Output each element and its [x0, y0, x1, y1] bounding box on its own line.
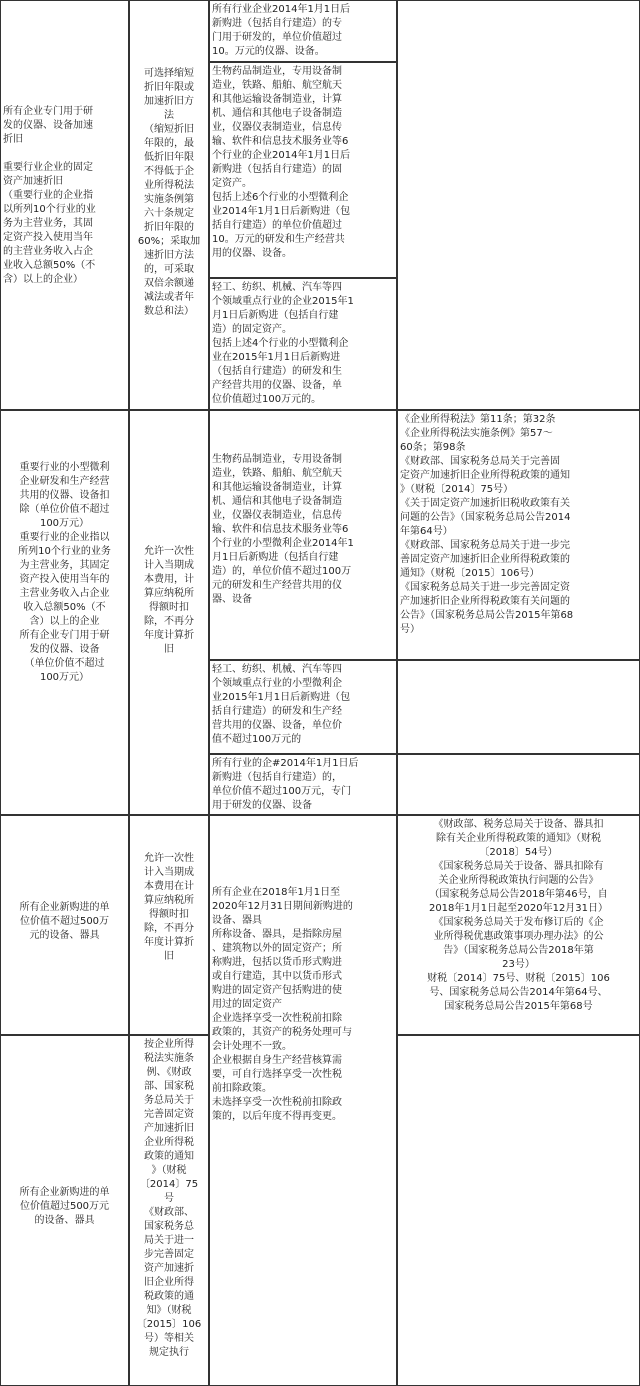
table-cell-method-4	[129, 1035, 209, 1386]
cell-text: 所有行业企业2014年1月1日后 新购进（包括自行建造）的专 门用于研发的，单位价值超过 10。万元的仪器、设备。	[212, 4, 351, 57]
table-cell-basis-empty-3	[397, 754, 640, 815]
table-cell-policy-2	[0, 410, 129, 815]
table-cell-scope-7	[209, 815, 397, 1386]
table-cell-basis-empty-4	[397, 1035, 640, 1386]
cell-text: 所有企业新购进的单 位价值超过500万元 的设备、器具	[19, 1187, 110, 1226]
table-cell-policy-3	[0, 815, 129, 1035]
table-cell-method-2	[129, 410, 209, 815]
cell-text: 生物药品制造业，专用设备制 造业，铁路、船舶、航空航天 和其他运输设备制造业，计算 机、通信和其他电子设备制造 业，仪器仪表制造业，信息传 输、软件和信息技术服务业等6 个行业的企业2014年1月1日后 新购进（包括自行建造）的固 定资产。 包括上述6个行业的小型微利企 业2014年1月1日后新购进（包 括自行建造）的单位价值超过 10。万元的研发和生产经营共 用的仪器、设备。	[212, 66, 351, 259]
table-cell-basis-empty-1	[397, 0, 640, 410]
cell-text: 所有行业的企#2014年1月1日后 新购进（包括自行建造）的， 单位价值不超过100万元，专门 用于研发的仪器、设备	[212, 758, 359, 811]
cell-text: 重要行业的小型微利 企业研发和生产经营 共用的仪器、设备扣 除（单位价值不超过 100万元） 重要行业的企业指以 所列10个行业的业务 为主营业务，其固定 资产投入使用当年的 主营业务收入占企业 收入总额50%（不 含）以上的企业 所有企业专门用于研 发的仪器、设备 （单位价值不超过 100万元）	[18, 462, 111, 683]
table-cell-scope-6	[209, 754, 397, 815]
cell-text: 轻工、纺织、机械、汽车等四 个领域重点行业的小型微利企 业2015年1月1日后新购进（包 括自行建造）的研发和生产经 营共用的仪器、设备，单位价 值不超过100万元的	[212, 664, 351, 745]
table-cell-scope-3	[209, 278, 397, 410]
cell-text: 允许一次性 计入当期成 本费用在计 算应纳税所 得额时扣 除，不再分 年度计算折 旧	[144, 853, 194, 962]
table-cell-policy-1	[0, 0, 129, 410]
cell-text: 按企业所得 税法实施条 例、《财政 部、国家税 务总局关于 完善固定资 产加速折旧 企业所得税 政策的通知 》（财税 〔2014〕75 号 《财政部、 国家税务总 局关于进一 步完善固定 资产加速折 旧企业所得 税政策的通 知》（财税 〔2015〕106 号）等相关 规定执行	[136, 1039, 202, 1358]
table-cell-basis-2	[397, 815, 640, 1035]
table-cell-scope-5	[209, 660, 397, 754]
cell-text: 《企业所得税法》第11条；第32条 《企业所得税法实施条例》第57～ 60条；第98条 《财政部、国家税务总局关于完善固 定资产加速折旧企业所得税政策的通知 》（财税〔2014〕75号） 《关于固定资产加速折旧税收政策有关 问题的公告》（国家税务总局公告2014 年第64号） 《财政部、国家税务总局关于进一步完 善固定资产加速折旧企业所得税政策的 通知》（财税〔2015〕106号） 《国家税务总局关于进一步完善固定资 产加速折旧企业所得税政策有关问题的 公告》（国家税务总局公告2015年第68 号）	[400, 414, 574, 635]
table-cell-basis-1	[397, 410, 640, 660]
table-cell-policy-4	[0, 1035, 129, 1386]
table-cell-basis-empty-2	[397, 660, 640, 754]
table-cell-scope-4	[209, 410, 397, 660]
table-cell-scope-2	[209, 62, 397, 278]
table-cell-method-1	[129, 0, 209, 410]
cell-text: 《财政部、税务总局关于设备、器具扣 除有关企业所得税政策的通知》（财税 〔2018〕54号） 《国家税务总局关于设备、器具扣除有 关企业所得税政策执行问题的公告》 （国家税务总局公告2018年第46号，自 2018年1月1日起至2020年12月31日） 《国家税务总局关于发布修订后的《企 业所得税优惠政策事项办理办法》的公 告》（国家税务总局公告2018年第 23号） 财税〔2014〕75号、财税〔2015〕106 号、国家税务总局公告2014年第64号、 国家税务总局公告2015年第68号	[427, 819, 610, 1012]
cell-text: 轻工、纺织、机械、汽车等四 个领域重点行业的企业2015年1 月1日后新购进（包括自行建 造）的固定资产。 包括上述4个行业的小型微利企 业在2015年1月1日后新购进 （包括自行建造）的研发和生 产经营共用的仪器、设备，单 位价值超过100万元的。	[212, 282, 354, 405]
cell-text: 所有企业新购进的单 位价值不超过500万 元的设备、器具	[19, 902, 110, 941]
cell-text: 所有企业在2018年1月1日至 2020年12月31日期间新购进的 设备、器具 所称设备、器具，是指除房屋 、建筑物以外的固定资产；所 称购进，包括以货币形式购进 或自行建造，其中以货币形式 购进的固定资产包括购进的使 用过的固定资产 企业选择享受一次性税前扣除 政策的，其资产的税务处理可与 会计处理不一致。 企业根据自身生产经营核算需 要，可自行选择享受一次性税 前扣除政策。 未选择享受一次性税前扣除政 策的，以后年度不得再变更。	[212, 887, 353, 1122]
table-cell-scope-1	[209, 0, 397, 62]
cell-text: 允许一次性 计入当期成 本费用，计 算应纳税所 得额时扣 除，不再分 年度计算折 旧	[144, 546, 194, 655]
table-cell-method-3	[129, 815, 209, 1035]
cell-text: 生物药品制造业，专用设备制 造业，铁路、船舶、航空航天 和其他运输设备制造业，计算 机、通信和其他电子设备制造 业，仪器仪表制造业，信息传 输、软件和信息技术服务业等6 个行业的小型微利企业2014年1 月1日后新购进（包括自行建 造）的，单位价值不超过100万 元的研发和生产经营共用的仪 器、设备	[212, 454, 354, 605]
cell-text: 所有企业专门用于研 发的仪器、设备加速 折旧 重要行业企业的固定 资产加速折旧 （重要行业的企业指 以所列10个行业的业 务为主营业务，其固 定资产投入使用当年 的主营业务收入占企 业收入总额50%（不 含）以上的企业）	[3, 106, 96, 285]
cell-text: 可选择缩短 折旧年限或 加速折旧方 法 （缩短折旧 年限的，最 低折旧年限 不得低于企 业所得税法 实施条例第 六十条规定 折旧年限的 60%；采取加 速折旧方法 的，可采取 双倍余额递 减法或者年 数总和法）	[137, 68, 201, 317]
